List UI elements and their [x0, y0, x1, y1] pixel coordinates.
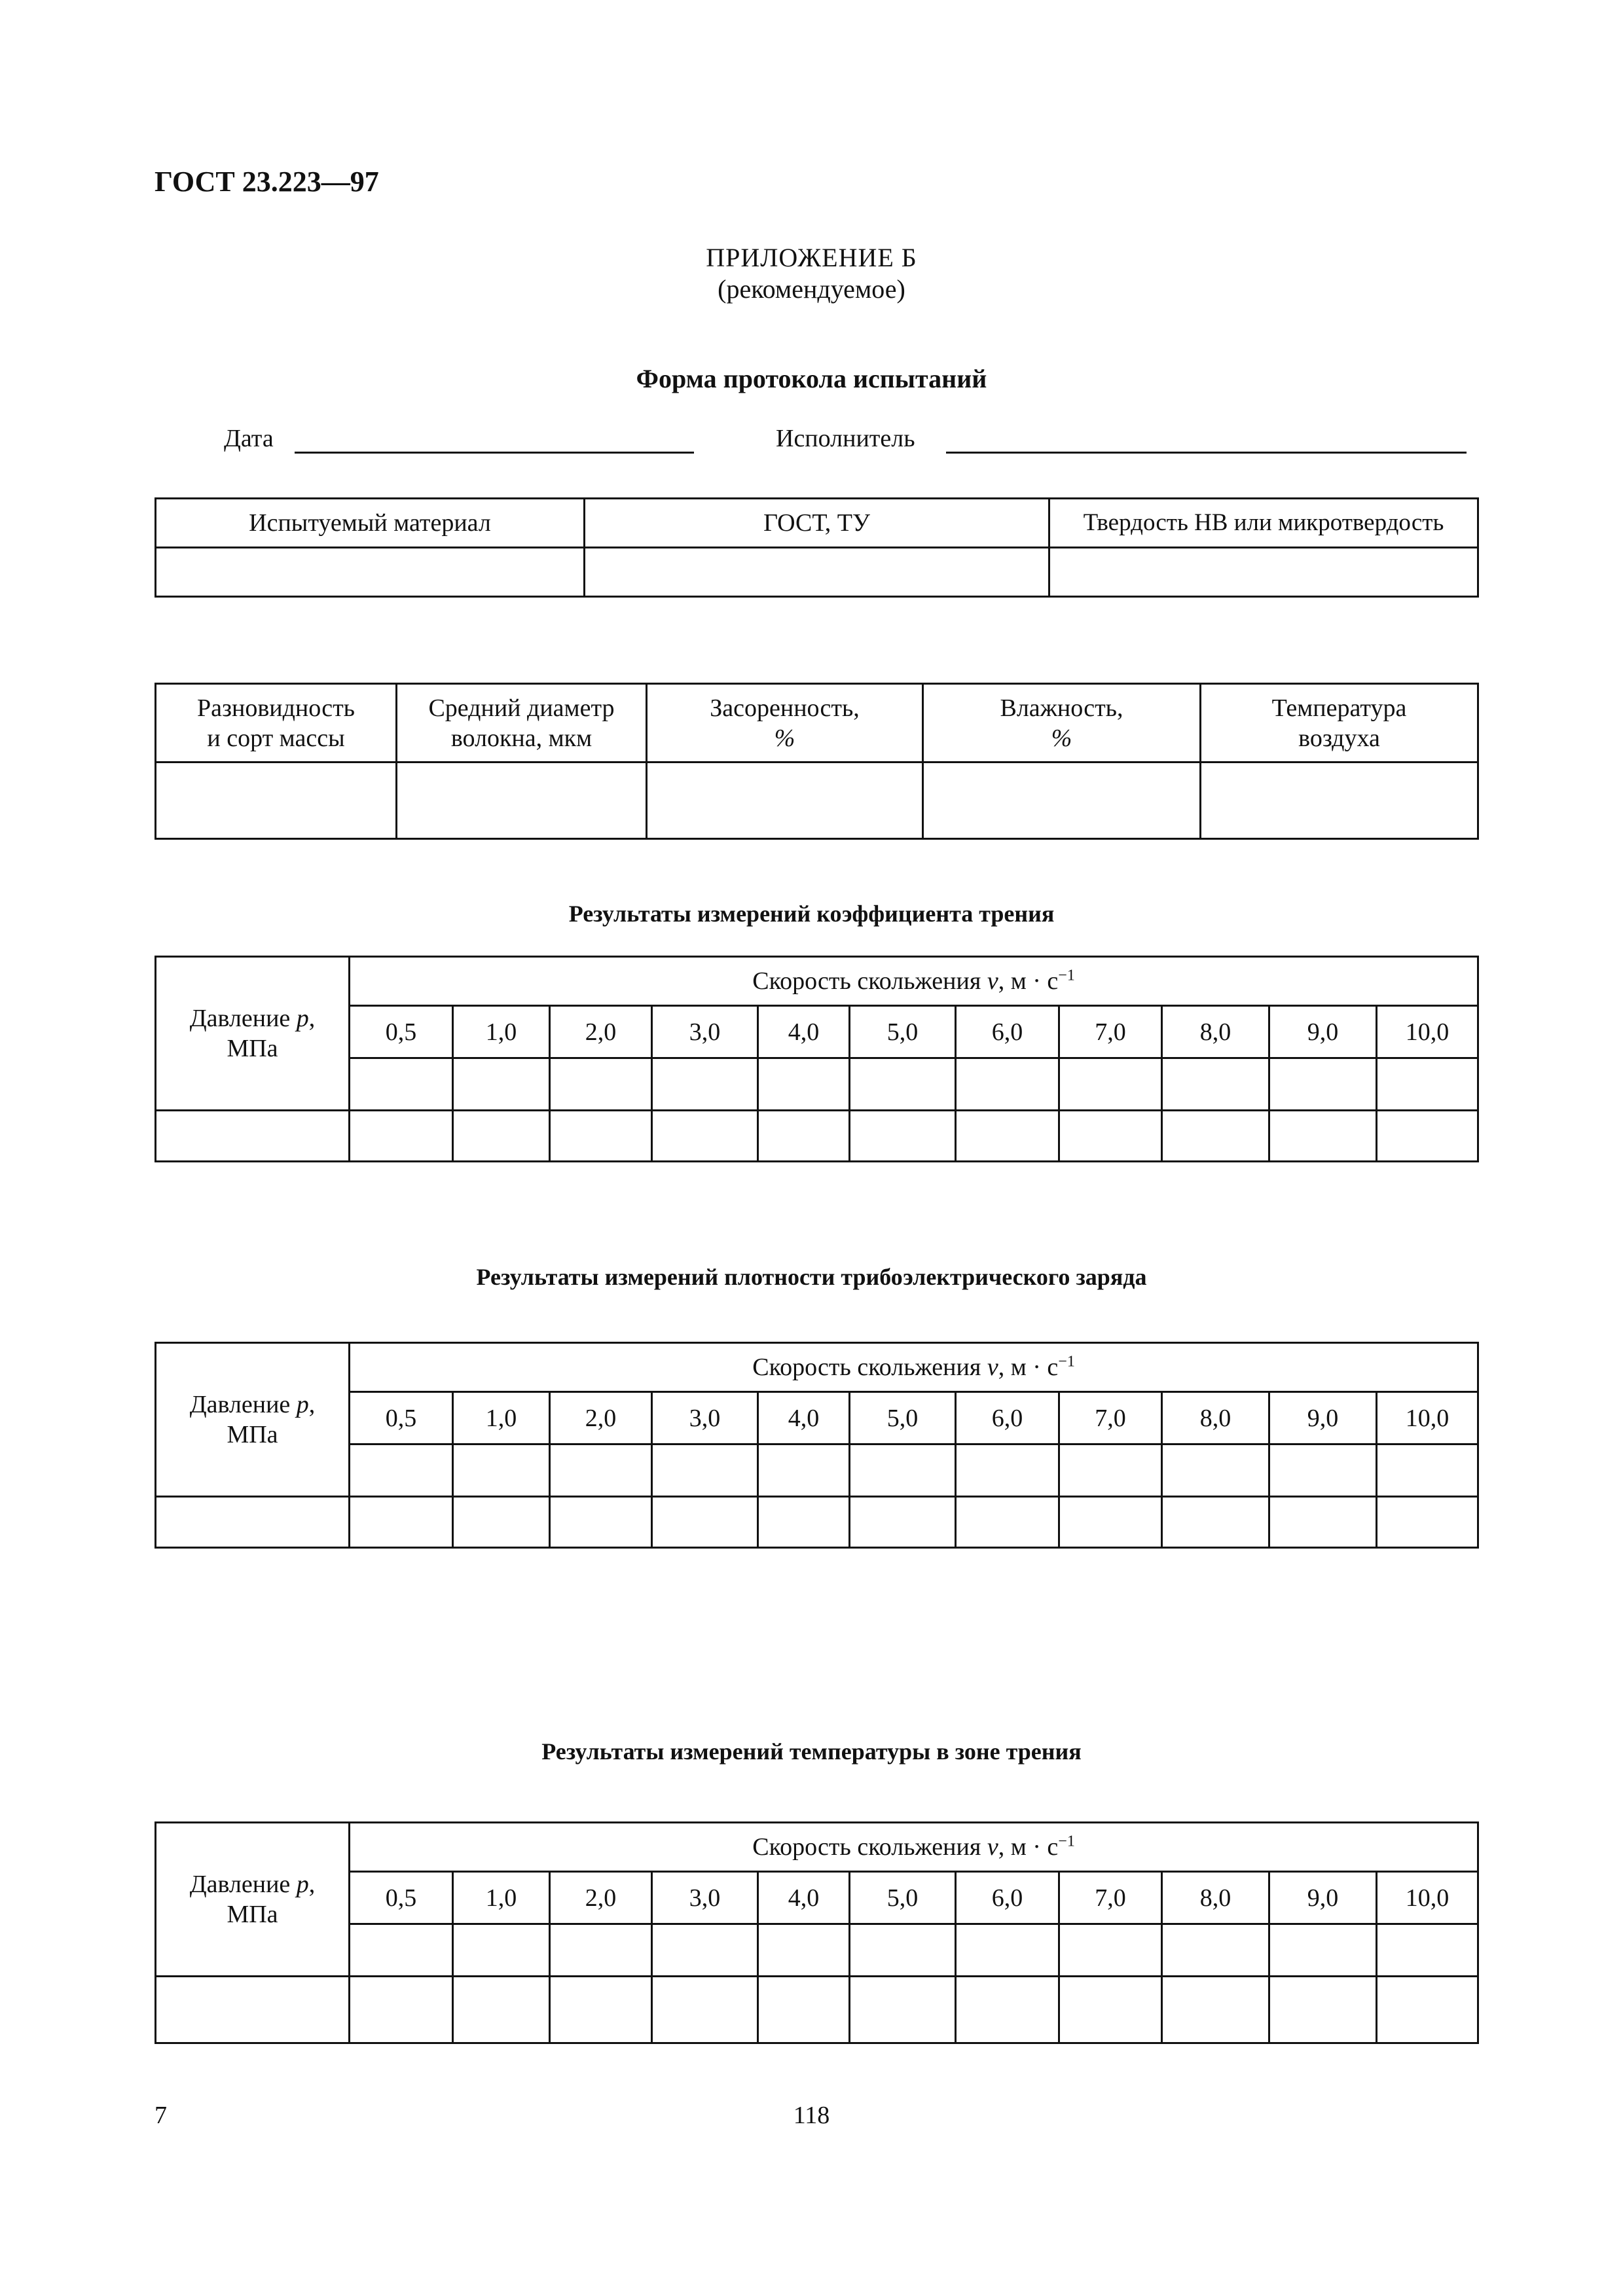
result-cell[interactable]: [1162, 1924, 1269, 1977]
result-cell[interactable]: [850, 1924, 956, 1977]
result-cell[interactable]: [850, 1111, 956, 1162]
executor-field-line[interactable]: [946, 452, 1467, 454]
result-cell[interactable]: [1269, 1497, 1377, 1548]
result-cell[interactable]: [1059, 1058, 1162, 1111]
gost-cell[interactable]: [585, 548, 1049, 597]
result-cell[interactable]: [758, 1111, 850, 1162]
air-temperature-cell[interactable]: [1201, 762, 1478, 839]
contamination-header: Засоренность, %: [647, 684, 923, 762]
air-temperature-header: Температура воздуха: [1201, 684, 1478, 762]
appendix-title: ПРИЛОЖЕНИЕ Б: [706, 243, 917, 272]
executor-label: Исполнитель: [776, 425, 915, 452]
result-cell[interactable]: [956, 1924, 1059, 1977]
speed-value: 2,0: [550, 1006, 652, 1058]
speed-value: 3,0: [652, 1006, 758, 1058]
result-cell[interactable]: [1059, 1444, 1162, 1497]
pressure-header: Давление p, МПа: [156, 1823, 350, 1977]
speed-header: Скорость скольжения v, $м \cdot с^{-1}$: [350, 957, 1478, 1006]
result-cell[interactable]: [1269, 1924, 1377, 1977]
result-cell[interactable]: [758, 1058, 850, 1111]
mass-type-header: Разновидность и сорт массы: [156, 684, 397, 762]
result-cell[interactable]: [652, 1977, 758, 2043]
speed-value: 8,0: [1162, 1872, 1269, 1924]
pressure-cell[interactable]: [156, 1497, 350, 1548]
result-cell[interactable]: [350, 1111, 453, 1162]
result-cell[interactable]: [550, 1924, 652, 1977]
result-cell[interactable]: [1059, 1924, 1162, 1977]
page-number: 118: [793, 2102, 830, 2129]
result-cell[interactable]: [1059, 1497, 1162, 1548]
speed-value: 9,0: [1269, 1392, 1377, 1444]
fiber-diameter-cell[interactable]: [397, 762, 647, 839]
material-table: [155, 497, 1479, 598]
result-cell[interactable]: [1162, 1497, 1269, 1548]
charge-results-table: [155, 1342, 1479, 1549]
speed-value: 9,0: [1269, 1872, 1377, 1924]
speed-value: 9,0: [1269, 1006, 1377, 1058]
result-cell[interactable]: [453, 1977, 550, 2043]
charge-section-title: Результаты измерений плотности трибоэлектрического заряда: [476, 1264, 1147, 1290]
result-cell[interactable]: [453, 1444, 550, 1497]
speed-value: 4,0: [758, 1392, 850, 1444]
form-title: Форма протокола испытаний: [636, 364, 987, 393]
speed-value: 4,0: [758, 1006, 850, 1058]
result-cell[interactable]: [350, 1977, 453, 2043]
speed-value: 5,0: [850, 1872, 956, 1924]
mass-table: [155, 683, 1479, 840]
result-cell[interactable]: [1377, 1977, 1478, 2043]
result-cell[interactable]: [350, 1444, 453, 1497]
speed-value: 5,0: [850, 1392, 956, 1444]
result-cell[interactable]: [652, 1111, 758, 1162]
document-code: ГОСТ 23.223—97: [155, 166, 379, 198]
speed-header: Скорость скольжения v, $м \cdot с^{-1}$: [350, 1823, 1478, 1872]
result-cell[interactable]: [453, 1058, 550, 1111]
speed-value: 7,0: [1059, 1006, 1162, 1058]
speed-value: 10,0: [1377, 1392, 1478, 1444]
pressure-cell[interactable]: [156, 1111, 350, 1162]
speed-value: 1,0: [453, 1006, 550, 1058]
speed-value: 3,0: [652, 1392, 758, 1444]
result-cell[interactable]: [550, 1058, 652, 1111]
result-cell[interactable]: [758, 1497, 850, 1548]
result-cell[interactable]: [1269, 1058, 1377, 1111]
result-cell[interactable]: [350, 1924, 453, 1977]
contamination-cell[interactable]: [647, 762, 923, 839]
speed-value: 5,0: [850, 1006, 956, 1058]
result-cell[interactable]: [956, 1111, 1059, 1162]
result-cell[interactable]: [350, 1497, 453, 1548]
result-cell[interactable]: [550, 1497, 652, 1548]
material-header: Испытуемый материал: [156, 499, 585, 548]
friction-results-table: [155, 956, 1479, 1162]
result-cell[interactable]: [350, 1058, 453, 1111]
result-cell[interactable]: [1162, 1977, 1269, 2043]
date-field-line[interactable]: [295, 452, 694, 454]
result-cell[interactable]: [1059, 1977, 1162, 2043]
speed-value: 6,0: [956, 1872, 1059, 1924]
pressure-cell[interactable]: [156, 1977, 350, 2043]
temperature-results-table: [155, 1821, 1479, 2044]
speed-value: 0,5: [350, 1392, 453, 1444]
speed-value: 2,0: [550, 1392, 652, 1444]
friction-section-title: Результаты измерений коэффициента трения: [568, 901, 1055, 927]
speed-value: 6,0: [956, 1006, 1059, 1058]
result-cell[interactable]: [652, 1924, 758, 1977]
result-cell[interactable]: [850, 1977, 956, 2043]
result-cell[interactable]: [550, 1977, 652, 2043]
result-cell[interactable]: [1269, 1444, 1377, 1497]
result-cell[interactable]: [758, 1444, 850, 1497]
result-cell[interactable]: [453, 1111, 550, 1162]
result-cell[interactable]: [956, 1058, 1059, 1111]
result-cell[interactable]: [1269, 1111, 1377, 1162]
result-cell[interactable]: [1377, 1444, 1478, 1497]
result-cell[interactable]: [1377, 1497, 1478, 1548]
fiber-diameter-header: Средний диаметр волокна, мкм: [397, 684, 647, 762]
speed-value: 3,0: [652, 1872, 758, 1924]
result-cell[interactable]: [1162, 1058, 1269, 1111]
footer-left-number: 7: [155, 2102, 167, 2129]
speed-header: Скорость скольжения v, $м \cdot с^{-1}$: [350, 1343, 1478, 1392]
result-cell[interactable]: [1059, 1111, 1162, 1162]
result-cell[interactable]: [850, 1058, 956, 1111]
result-cell[interactable]: [453, 1497, 550, 1548]
speed-value: 1,0: [453, 1872, 550, 1924]
date-label: Дата: [224, 425, 274, 452]
pressure-header: Давление p, МПа: [156, 957, 350, 1111]
result-cell[interactable]: [956, 1977, 1059, 2043]
result-cell[interactable]: [758, 1924, 850, 1977]
gost-header: ГОСТ, ТУ: [585, 499, 1049, 548]
speed-value: 10,0: [1377, 1006, 1478, 1058]
temperature-section-title: Результаты измерений температуры в зоне трения: [541, 1738, 1082, 1765]
speed-value: 4,0: [758, 1872, 850, 1924]
speed-value: 10,0: [1377, 1872, 1478, 1924]
result-cell[interactable]: [956, 1497, 1059, 1548]
result-cell[interactable]: [550, 1111, 652, 1162]
result-cell[interactable]: [850, 1444, 956, 1497]
result-cell[interactable]: [1377, 1111, 1478, 1162]
result-cell[interactable]: [1269, 1977, 1377, 2043]
speed-value: 8,0: [1162, 1006, 1269, 1058]
result-cell[interactable]: [850, 1497, 956, 1548]
hardness-header: Твердость НВ или микротвердость: [1049, 499, 1478, 548]
mass-type-cell[interactable]: [156, 762, 397, 839]
pressure-header: Давление p, МПа: [156, 1343, 350, 1497]
result-cell[interactable]: [652, 1497, 758, 1548]
hardness-cell[interactable]: [1049, 548, 1478, 597]
result-cell[interactable]: [1162, 1111, 1269, 1162]
result-cell[interactable]: [652, 1444, 758, 1497]
speed-value: 8,0: [1162, 1392, 1269, 1444]
result-cell[interactable]: [1377, 1924, 1478, 1977]
humidity-header: Влажность, %: [923, 684, 1201, 762]
result-cell[interactable]: [1162, 1444, 1269, 1497]
result-cell[interactable]: [453, 1924, 550, 1977]
speed-value: 0,5: [350, 1872, 453, 1924]
material-cell[interactable]: [156, 548, 585, 597]
speed-value: 7,0: [1059, 1872, 1162, 1924]
speed-value: 0,5: [350, 1006, 453, 1058]
speed-value: 6,0: [956, 1392, 1059, 1444]
result-cell[interactable]: [956, 1444, 1059, 1497]
result-cell[interactable]: [758, 1977, 850, 2043]
result-cell[interactable]: [652, 1058, 758, 1111]
appendix-subtitle: (рекомендуемое): [718, 274, 905, 304]
speed-value: 7,0: [1059, 1392, 1162, 1444]
speed-value: 1,0: [453, 1392, 550, 1444]
humidity-cell[interactable]: [923, 762, 1201, 839]
result-cell[interactable]: [550, 1444, 652, 1497]
speed-value: 2,0: [550, 1872, 652, 1924]
result-cell[interactable]: [1377, 1058, 1478, 1111]
